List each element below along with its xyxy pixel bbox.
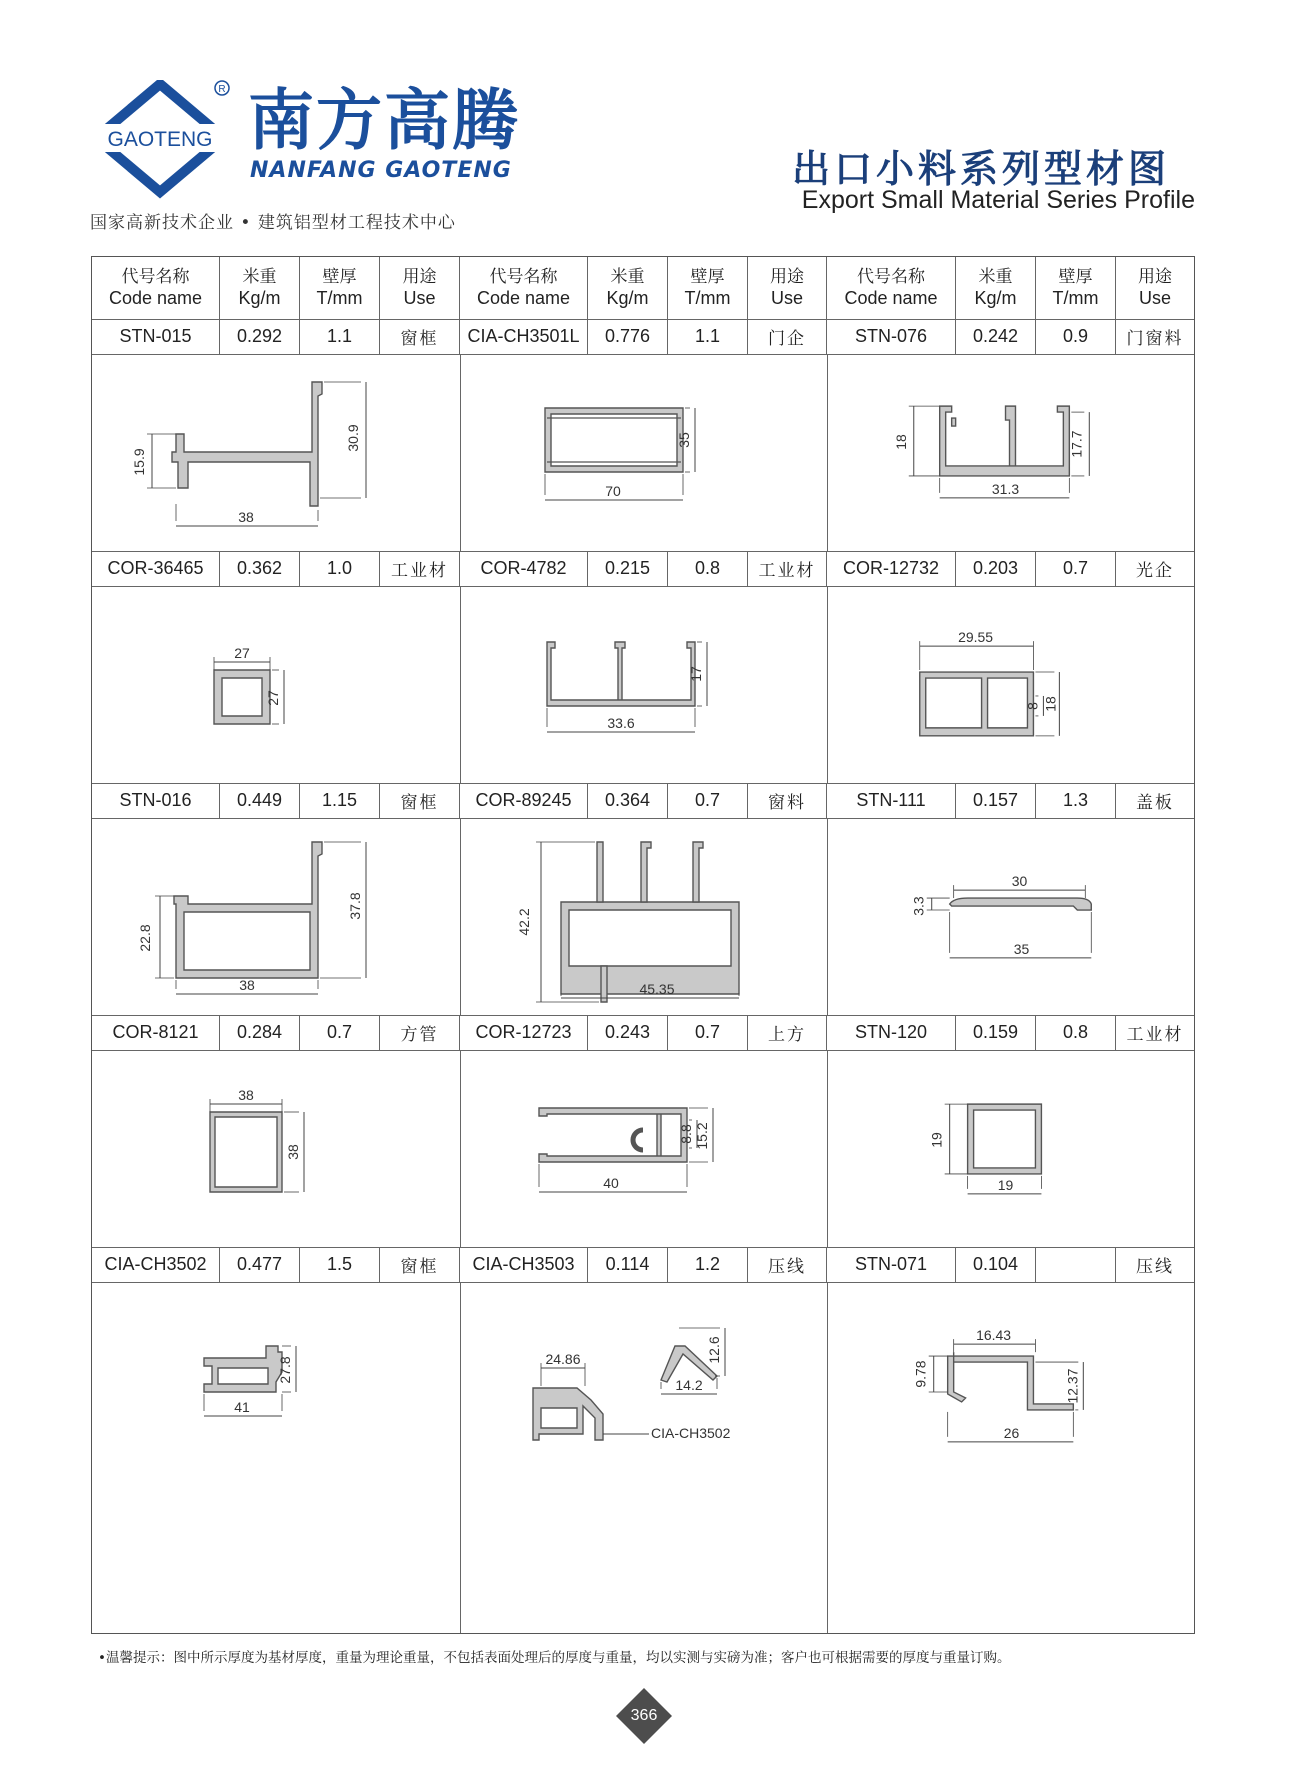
header-label-en: T/mm: [316, 288, 363, 308]
header-label-en: T/mm: [684, 288, 731, 308]
header-label-en: T/mm: [1052, 288, 1099, 308]
profile-shape: [533, 1388, 603, 1440]
header-label-cn: 米重: [978, 267, 1013, 287]
profile-shape: [952, 418, 956, 426]
dimension-label: 27: [234, 645, 250, 661]
profile-use: 压线: [748, 1247, 827, 1282]
profile-code: CIA-CH3501L: [460, 319, 588, 354]
profile-use: 窗框: [380, 783, 460, 818]
company-logo: [90, 80, 230, 200]
profile-thickness: 0.7: [300, 1015, 380, 1050]
header-label-en: Kg/m: [238, 288, 281, 308]
profile-use: 工业材: [748, 551, 827, 586]
profile-use: 窗料: [748, 783, 827, 818]
profile-thickness: 1.0: [300, 551, 380, 586]
header-label-en: Code name: [844, 288, 938, 308]
svg-text:R: R: [218, 84, 226, 95]
dimension-label: 18: [892, 434, 909, 450]
profile-drawing: [92, 354, 459, 551]
dimension-label: 29.55: [958, 629, 994, 646]
dimension-label: 22.8: [137, 924, 153, 952]
dimension-label: 15.2: [694, 1122, 710, 1150]
header-label-cn: 米重: [610, 267, 645, 287]
profile-thickness: 0.8: [1036, 1015, 1116, 1050]
profile-shape: [210, 1112, 282, 1192]
profile-shape: [174, 842, 322, 978]
profile-drawing: [461, 1282, 828, 1479]
dimension-label: 45.35: [639, 981, 675, 997]
header-label-cn: 壁厚: [322, 267, 357, 287]
header-cell: [668, 257, 748, 319]
header-cell: [380, 257, 460, 319]
dimension-label: 12.37: [1064, 1368, 1081, 1404]
profile-drawing: [92, 1050, 459, 1247]
profile-weight: 0.104: [956, 1247, 1036, 1282]
header-label-cn: 用途: [1138, 267, 1172, 287]
header-cell: [748, 257, 827, 319]
dimension-label: 35: [1013, 940, 1030, 957]
dimension-label: 42.2: [516, 908, 532, 936]
page-title-cn: 出口小料系列型材图: [791, 147, 1170, 191]
profile-weight: 0.203: [956, 551, 1036, 586]
profile-code: COR-89245: [460, 783, 588, 818]
profile-shape: [948, 1352, 1074, 1410]
profile-table: [91, 256, 1195, 1634]
profile-thickness: 0.9: [1036, 319, 1116, 354]
header-label-cn: 代号名称: [857, 267, 925, 287]
profile-use: 工业材: [1126, 1025, 1184, 1045]
header-label-en: Use: [403, 288, 436, 308]
header-cell: [1036, 257, 1116, 319]
profile-drawing: [92, 586, 459, 783]
dimension-label: 8.8: [678, 1124, 694, 1144]
profile-use: 工业材: [380, 551, 460, 586]
dimension-label: 40: [603, 1175, 619, 1191]
dimension-label: 30: [1011, 873, 1028, 890]
profile-thickness: [1036, 1247, 1116, 1282]
profile-use: 压线: [1136, 1257, 1174, 1277]
dimension-label: 14.2: [675, 1377, 703, 1393]
header-label-en: Use: [770, 288, 803, 308]
dimension-label: 18: [1042, 696, 1059, 712]
profile-drawing: [461, 818, 828, 1015]
header-cell: [827, 257, 956, 319]
profile-code: COR-12723: [460, 1015, 588, 1050]
profile-shape: [214, 670, 270, 724]
profile-weight: 0.292: [220, 319, 300, 354]
profile-shape: [547, 642, 695, 706]
profile-use: 窗框: [380, 319, 460, 354]
dimension-label: 27: [265, 690, 281, 706]
header-cell: [220, 257, 300, 319]
profile-thickness: 0.7: [1036, 551, 1116, 586]
profile-code: COR-8121: [92, 1015, 220, 1050]
profile-use: 盖板: [1136, 793, 1174, 813]
drawing-row: [92, 1050, 1194, 1248]
profile-drawing: [461, 354, 828, 551]
brand-name-cn: 南方高腾: [248, 82, 520, 159]
profile-thickness: 1.5: [300, 1247, 380, 1282]
header-cell: [92, 257, 220, 319]
profile-drawing: [828, 354, 1194, 551]
profile-drawing: [461, 1050, 828, 1247]
profile-drawing: [828, 586, 1194, 783]
profile-use: 门窗料: [1126, 329, 1184, 349]
dimension-label: 38: [238, 1087, 254, 1103]
profile-code: STN-076: [827, 319, 956, 354]
dimension-label: 24.86: [545, 1351, 581, 1367]
header-label-cn: 代号名称: [121, 267, 190, 287]
profile-code: COR-36465: [92, 551, 220, 586]
profile-use: 门企: [748, 319, 827, 354]
dimension-label: 17: [688, 666, 704, 682]
header-label-cn: 用途: [402, 267, 437, 287]
profile-weight: 0.449: [220, 783, 300, 818]
profile-code: CIA-CH3503: [460, 1247, 588, 1282]
profile-shape: [950, 898, 1092, 910]
header-label-cn: 用途: [770, 267, 804, 287]
profile-thickness: 1.15: [300, 783, 380, 818]
logo-text: GAOTENG: [107, 128, 213, 151]
profile-code: STN-071: [827, 1247, 956, 1282]
info-row: [92, 1015, 1194, 1051]
profile-thickness: 0.7: [668, 783, 748, 818]
profile-drawing: [828, 1050, 1194, 1247]
dimension-label: 19: [997, 1176, 1014, 1193]
profile-weight: 0.243: [588, 1015, 668, 1050]
drawing-row: [92, 1282, 1194, 1633]
dimension-label: 3.3: [910, 896, 927, 916]
dimension-label: 8: [1024, 702, 1041, 710]
profile-weight: 0.159: [956, 1015, 1036, 1050]
dimension-label: 16.43: [976, 1327, 1012, 1344]
dimension-label: 9.78: [912, 1360, 929, 1388]
header-cell: [460, 257, 588, 319]
dimension-label: 33.6: [607, 715, 635, 731]
profile-thickness: 0.7: [668, 1015, 748, 1050]
profile-drawing: [461, 586, 828, 783]
drawing-row: [92, 354, 1194, 552]
profile-use: 光企: [1136, 561, 1174, 581]
profile-thickness: 1.1: [300, 319, 380, 354]
profile-shape: [172, 382, 322, 506]
profile-code: STN-120: [827, 1015, 956, 1050]
profile-weight: 0.114: [588, 1247, 668, 1282]
profile-shape: [940, 406, 1070, 476]
dimension-label: 27.8: [277, 1356, 293, 1384]
info-row: [92, 783, 1194, 819]
header-cell: [956, 257, 1036, 319]
table-header: [92, 257, 1194, 320]
profile-shape: [539, 1108, 687, 1162]
reference-note: CIA-CH3502: [651, 1425, 731, 1441]
profile-weight: 0.215: [588, 551, 668, 586]
header-label-cn: 米重: [242, 267, 277, 287]
dimension-label: 26: [1003, 1424, 1020, 1441]
dimension-label: 15.9: [131, 448, 147, 476]
dimension-label: 19: [928, 1132, 945, 1148]
profile-weight: 0.364: [588, 783, 668, 818]
dimension-label: 37.8: [347, 892, 363, 920]
header-label-cn: 壁厚: [1058, 267, 1093, 287]
profile-weight: 0.362: [220, 551, 300, 586]
dimension-label: 31.3: [991, 480, 1020, 497]
profile-thickness: 1.1: [668, 319, 748, 354]
info-row: [92, 551, 1194, 587]
profile-weight: 0.776: [588, 319, 668, 354]
dimension-label: 30.9: [345, 424, 361, 452]
header-cell: [300, 257, 380, 319]
profile-drawing: [92, 1282, 459, 1479]
brand-name-en: NANFANG GAOTENG: [250, 158, 512, 183]
profile-code: STN-016: [92, 783, 220, 818]
page-title-en: Export Small Material Series Profile: [801, 186, 1195, 214]
profile-weight: 0.477: [220, 1247, 300, 1282]
dimension-label: 38: [285, 1144, 301, 1160]
profile-code: STN-015: [92, 319, 220, 354]
info-row: [92, 319, 1194, 355]
header-label-en: Code name: [108, 288, 203, 308]
profile-thickness: 1.2: [668, 1247, 748, 1282]
dimension-label: 17.7: [1068, 430, 1085, 458]
header-label-cn: 壁厚: [690, 267, 725, 287]
profile-code: COR-4782: [460, 551, 588, 586]
header-cell: [588, 257, 668, 319]
header-label-en: Use: [1138, 288, 1171, 308]
profile-weight: 0.284: [220, 1015, 300, 1050]
profile-code: STN-111: [827, 783, 956, 818]
dimension-label: 12.6: [706, 1336, 722, 1364]
dimension-label: 70: [605, 483, 621, 499]
dimension-label: 38: [239, 977, 255, 993]
profile-use: 窗框: [380, 1247, 460, 1282]
footnote: •温馨提示：图中所示厚度为基材厚度，重量为理论重量，不包括表面处理后的厚度与重量，均以实测与实磅为准；客户也可根据需要的厚度与重量订购。: [98, 1650, 1011, 1666]
header-cell: [1116, 257, 1194, 319]
profile-thickness: 1.3: [1036, 783, 1116, 818]
profile-drawing: [828, 818, 1194, 1015]
page-number: 366: [630, 1707, 658, 1724]
dimension-label: 35: [676, 432, 692, 448]
page-number-badge: [614, 1686, 674, 1746]
drawing-row: [92, 818, 1194, 1016]
tagline: 国家高新技术企业 • 建筑铝型材工程技术中心: [90, 213, 456, 233]
profile-use: 上方: [748, 1015, 827, 1050]
dimension-label: 38: [238, 509, 254, 525]
dimension-label: 41: [234, 1399, 250, 1415]
profile-weight: 0.242: [956, 319, 1036, 354]
profile-code: COR-12732: [827, 551, 956, 586]
info-row: [92, 1247, 1194, 1283]
profile-code: CIA-CH3502: [92, 1247, 220, 1282]
profile-weight: 0.157: [956, 783, 1036, 818]
header-label-en: Kg/m: [974, 288, 1017, 308]
profile-shape: [968, 1104, 1042, 1174]
header-label-cn: 代号名称: [489, 267, 558, 287]
header-label-en: Code name: [476, 288, 571, 308]
profile-use: 方管: [380, 1015, 460, 1050]
drawing-row: [92, 586, 1194, 784]
profile-shape: [920, 672, 1034, 736]
profile-drawing: [828, 1282, 1194, 1479]
profile-thickness: 0.8: [668, 551, 748, 586]
profile-drawing: [92, 818, 459, 1015]
header-label-en: Kg/m: [606, 288, 649, 308]
profile-shape: [204, 1346, 282, 1392]
